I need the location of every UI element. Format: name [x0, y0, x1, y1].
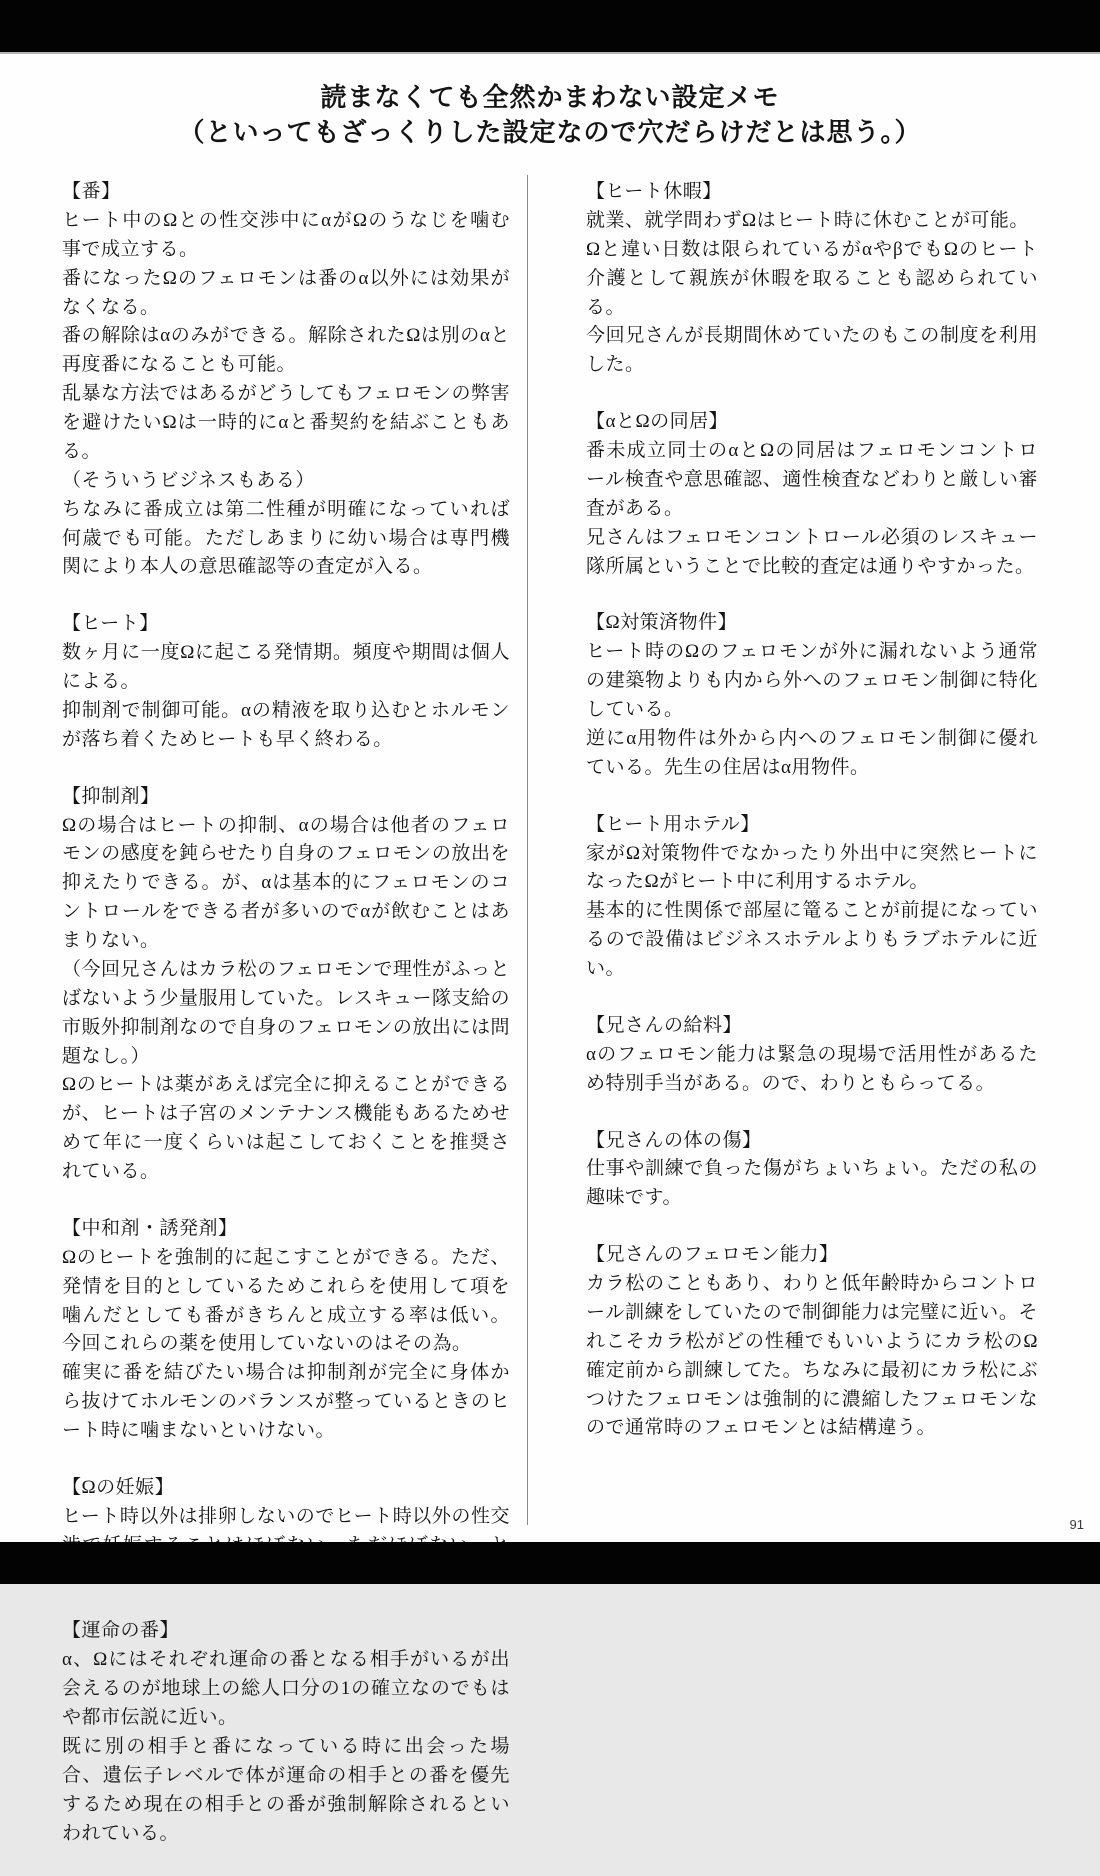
section-heading: 【兄さんの給料】 [586, 1014, 743, 1036]
section-paragraph: 番の解除はαのみができる。解除されたΩは別のαと再度番になることも可能。 [62, 325, 510, 376]
section-paragraph: 既に別の相手と番になっている時に出会った場合、遺伝子レベルで体が運命の相手との番を優先するため現在の相手との番が強制解除されるといわれている。 [62, 1735, 510, 1844]
section-heading: 【ヒート】 [62, 613, 159, 635]
memo-columns [62, 178, 1038, 1876]
section-paragraph: ヒート中のΩとの性交渉中にαがΩのうなじを噛む事で成立する。 [62, 209, 510, 260]
section-paragraph: 逆にα用物件は外から内へのフェロモン制御に優れている。先生の住居はα用物件。 [586, 727, 1038, 778]
section-heading: 【Ω対策済物件】 [586, 612, 738, 634]
memo-section [62, 610, 510, 754]
section-paragraph: 就業、就学問わずΩはヒート時に休むことが可能。 [586, 209, 1029, 231]
section-paragraph: 番になったΩのフェロモンは番のα以外には効果がなくなる。 [62, 267, 510, 318]
section-heading: 【兄さんの体の傷】 [586, 1129, 762, 1151]
section-heading: 【中和剤・誘発剤】 [62, 1217, 238, 1239]
bottom-black-bar [0, 1542, 1100, 1584]
section-paragraph: ヒート時のΩのフェロモンが外に漏れないよう通常の建築物よりも内から外へのフェロモン制御に特化している。 [586, 641, 1038, 720]
section-paragraph: Ωのヒートは薬があえば完全に抑えることができるが、ヒートは子宮のメンテナンス機能もあるためせめて年に一度くらいは起こしておくことを推奨されている。 [62, 1074, 510, 1182]
section-paragraph: 兄さんはフェロモンコントロール必須のレスキュー隊所属ということで比較的査定は通りやすかった。 [586, 526, 1038, 577]
page-number: 91 [1069, 1517, 1084, 1532]
memo-section [586, 178, 1038, 380]
memo-section [62, 783, 510, 1187]
section-paragraph: 数ヶ月に一度Ωに起こる発情期。頻度や期間は個人による。 [62, 642, 510, 692]
section-paragraph: Ωと違い日数は限られているがαやβでもΩのヒート介護として親族が休暇を取ることも認められている。 [586, 238, 1038, 318]
memo-section [586, 1241, 1038, 1443]
memo-section [586, 408, 1038, 581]
section-paragraph: 抑制剤で制御可能。αの精液を取り込むとホルモンが落ち着くためヒートも早く終わる。 [62, 699, 510, 750]
right-column [586, 178, 1038, 1876]
memo-section [586, 1012, 1038, 1099]
section-paragraph: 確実に番を結びたい場合は抑制剤が完全に身体から抜けてホルモンのバランスが整っているときのヒート時に噛まないといけない。 [62, 1362, 510, 1441]
section-paragraph: （そういうビジネスもある） [62, 469, 315, 491]
section-paragraph: α、Ωにはそれぞれ運命の番となる相手がいるが出会えるのが地球上の総人口分の1の確立なのでもはや都市伝説に近い。 [62, 1649, 510, 1728]
section-paragraph: カラ松のこともあり、わりと低年齢時からコントロール訓練をしていたので制御能力は完璧に近い。それこそカラ松がどの性種でもいいようにカラ松のΩ確定前から訓練してた。ちなみに最初にカラ松にぶつけたフェロモンは強制的に濃縮したフェロモンなので通常時のフェロモンとは結構違う。 [586, 1273, 1038, 1439]
left-column [62, 178, 510, 1876]
section-heading: 【ヒート休暇】 [586, 181, 722, 202]
section-paragraph: （今回兄さんはカラ松のフェロモンで理性がふっとばないよう少量服用していた。レスキュー隊支給の市販外抑制剤なので自身のフェロモンの放出には問題なし。） [62, 958, 510, 1067]
section-paragraph: 番未成立同士のαとΩの同居はフェロモンコントロール検査や意思確認、適性検査などわりと厳しい審査がある。 [586, 440, 1038, 519]
memo-section [62, 178, 510, 582]
page-title [0, 80, 1100, 150]
page-title-line1: 読まなくても全然かまわない設定メモ [320, 82, 780, 112]
section-heading: 【ヒート用ホテル】 [586, 813, 760, 835]
section-heading: 【抑制剤】 [62, 785, 160, 807]
memo-section [62, 1617, 510, 1848]
section-paragraph: 乱暴な方法ではあるがどうしてもフェロモンの弊害を避けたいΩは一時的にαと番契約を結ぶこともある。 [62, 383, 510, 462]
section-paragraph: ちなみに番成立は第二性種が明確になっていれば何歳でも可能。ただしあまりに幼い場合は専門機関により本人の意思確認等の査定が入る。 [62, 498, 510, 578]
section-heading: 【運命の番】 [62, 1620, 180, 1642]
section-heading: 【兄さんのフェロモン能力】 [586, 1244, 839, 1266]
section-paragraph: Ωのヒートを強制的に起こすことができる。ただ、発情を目的としているためこれらを使用して項を噛んだとしても番がきちんと成立する率は低い。今回これらの薬を使用していないのはその為。 [62, 1246, 510, 1355]
memo-section [586, 609, 1038, 782]
memo-section [586, 811, 1038, 984]
top-black-bar [0, 0, 1100, 54]
section-paragraph: Ωの場合はヒートの抑制、αの場合は他者のフェロモンの感度を鈍らせたり自身のフェロモンの放出を抑えたりできる。が、αは基本的にフェロモンのコントロールをできる者が多いのでαが飲むことはあまりない。 [62, 814, 510, 951]
memo-section [62, 1215, 510, 1446]
section-paragraph: ヒート時以外は排卵しないのでヒート時以外の性交 [62, 1505, 510, 1527]
section-paragraph: αのフェロモン能力は緊急の現場で活用性があるため特別手当がある。ので、わりともらってる。 [586, 1043, 1038, 1094]
section-paragraph: 今回兄さんが長期間休めていたのもこの制度を利用した。 [586, 325, 1038, 376]
section-paragraph: 仕事や訓練で負った傷がちょいちょい。ただの私の趣味です。 [586, 1158, 1038, 1209]
page-title-line2: （といってもざっくりした設定なので穴だらけだとは思う。） [178, 117, 922, 148]
section-heading: 【Ωの妊娠】 [62, 1476, 175, 1498]
section-paragraph: 家がΩ対策物件でなかったり外出中に突然ヒートになったΩがヒート中に利用するホテル。 [586, 842, 1038, 893]
section-paragraph: 基本的に性関係で部屋に篭ることが前提になっているので設備はビジネスホテルよりもラブホテルに近い。 [586, 900, 1038, 979]
section-heading: 【αとΩの同居】 [586, 411, 729, 433]
section-heading: 【番】 [62, 181, 121, 202]
memo-section [586, 1127, 1038, 1214]
